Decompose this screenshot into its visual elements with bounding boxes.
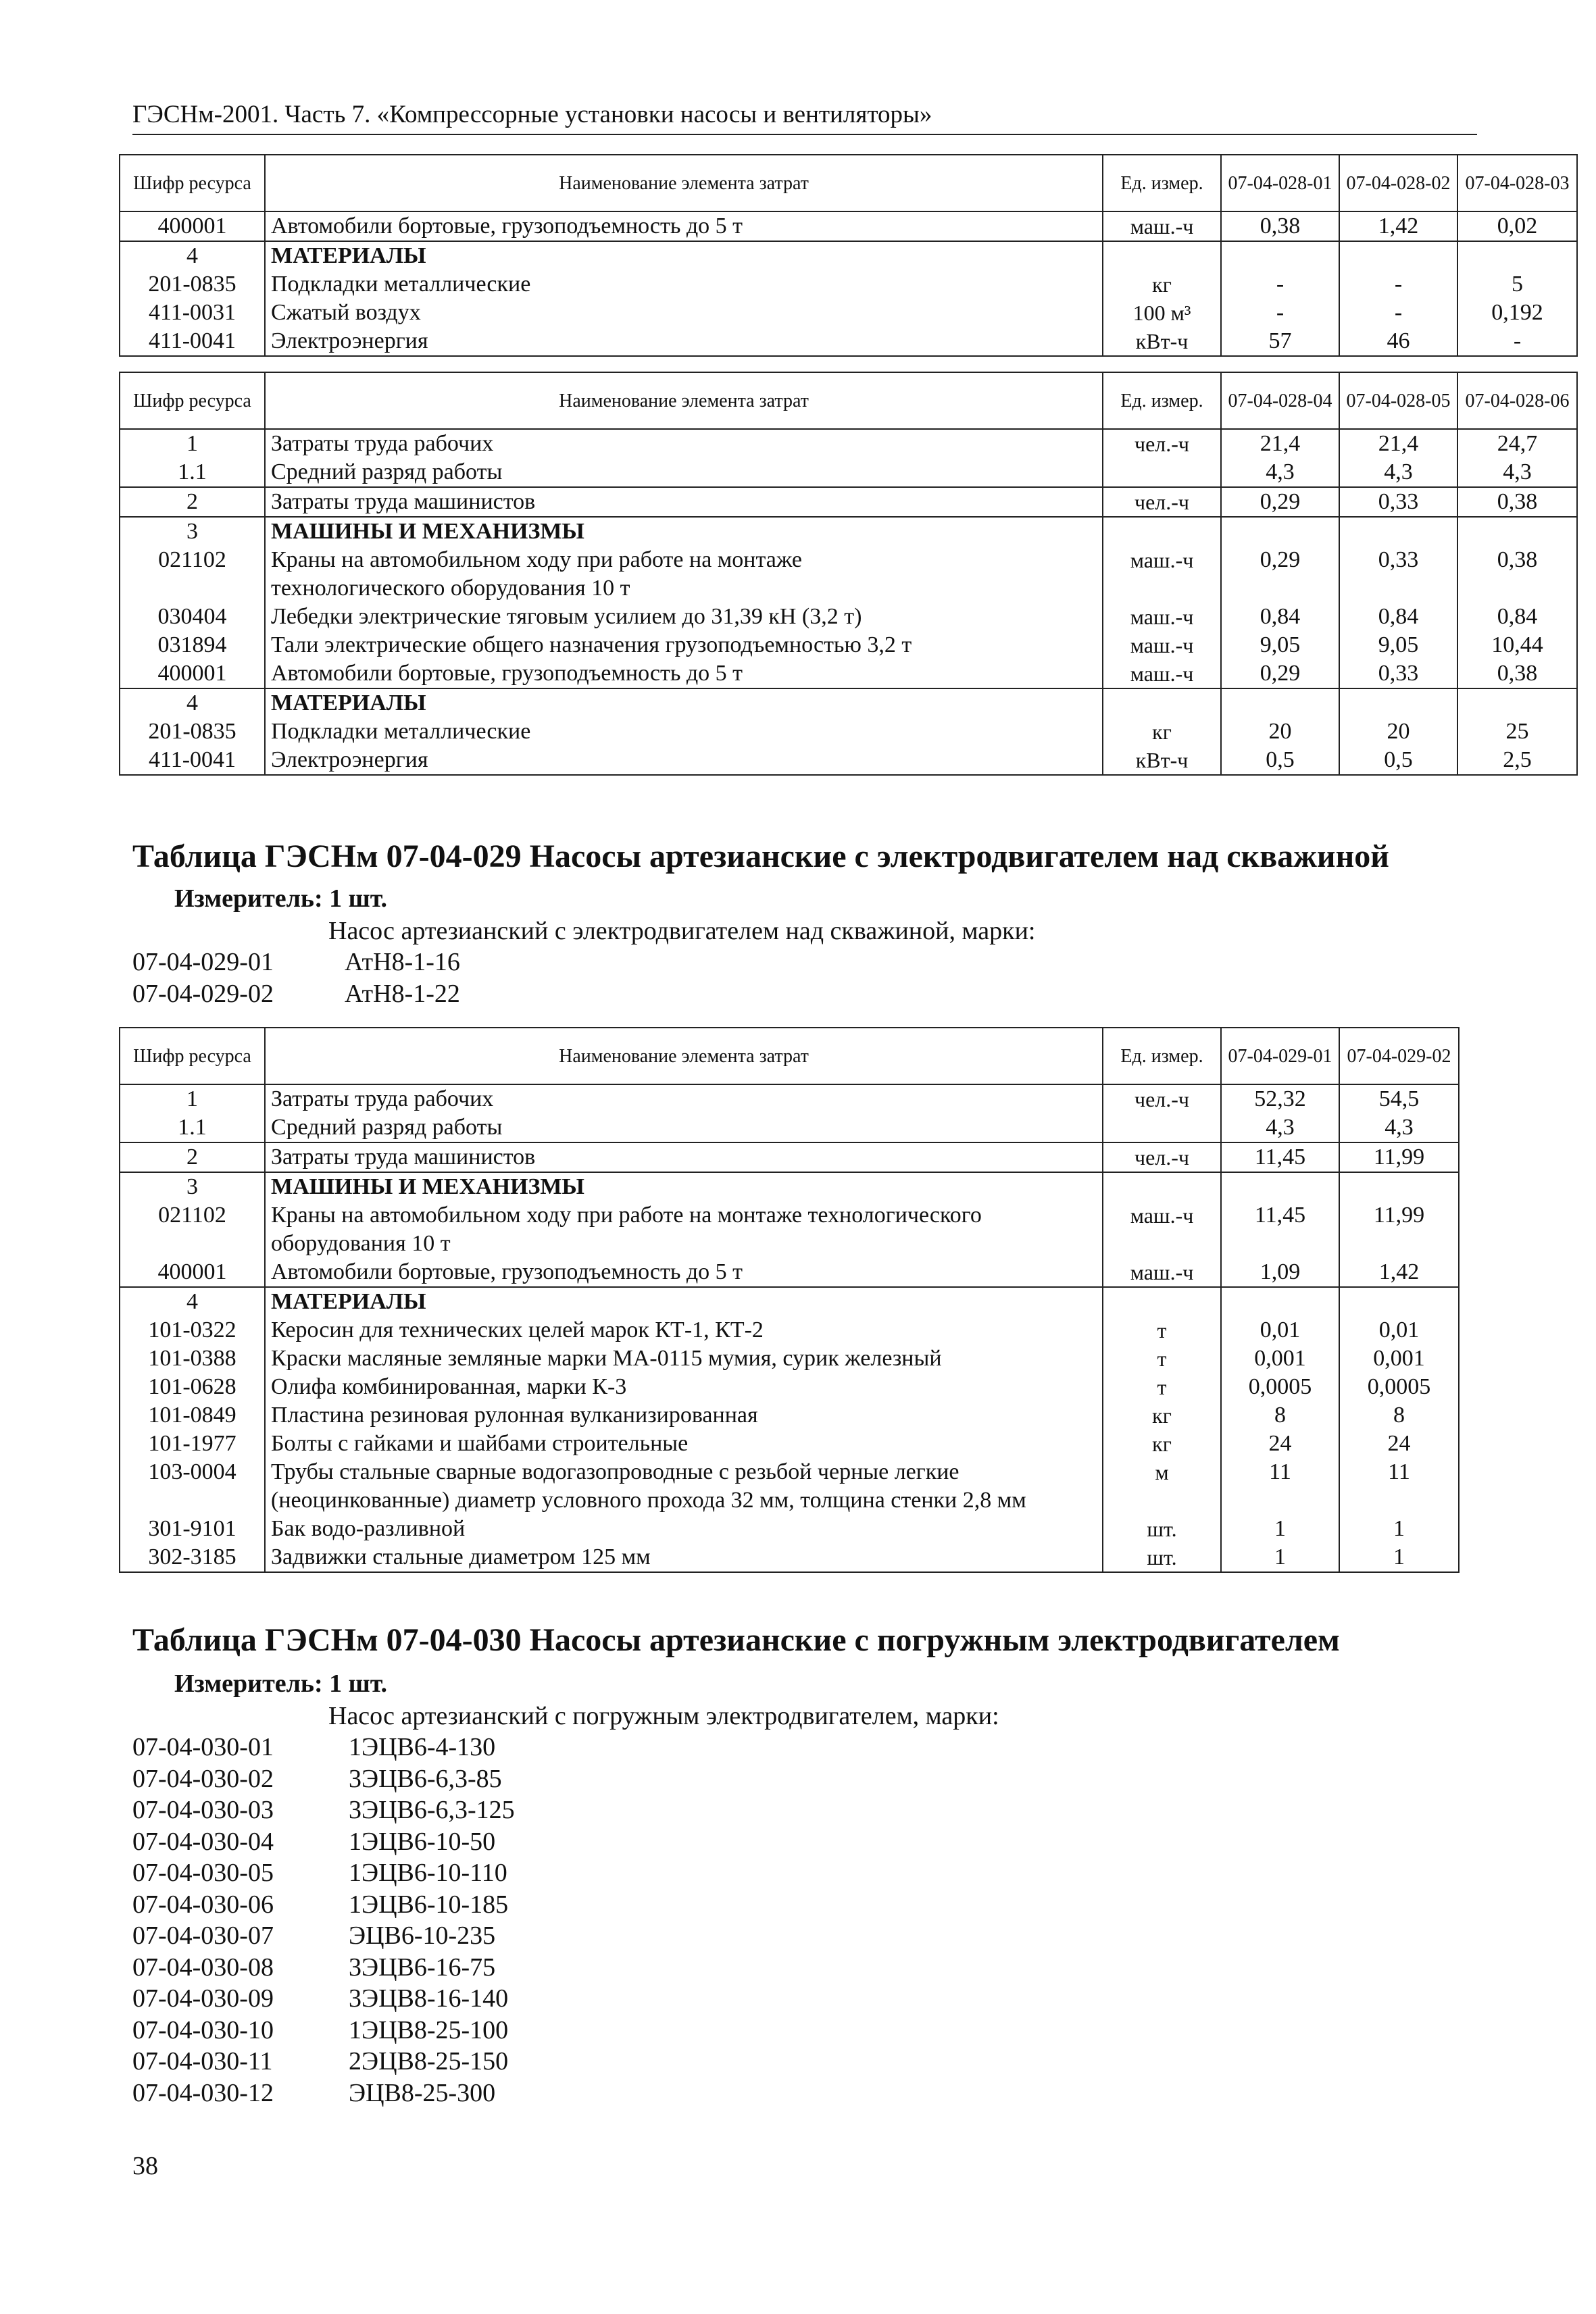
table-row (120, 487, 1577, 517)
value-cell: 0,33 (1339, 659, 1457, 688)
variant-mark: 1ЭЦВ6-10-185 (349, 1890, 509, 1919)
unit-cell (1103, 1113, 1221, 1142)
variant-mark: 2ЭЦВ8-25-150 (349, 2047, 509, 2076)
value-cell: 8 (1221, 1401, 1339, 1430)
value-cell: 52,32 (1221, 1084, 1339, 1113)
col-header-variant: 07-04-028-01 (1221, 155, 1339, 211)
resource-code-cell: 3 (120, 517, 265, 546)
value-cell: 11 (1221, 1458, 1339, 1486)
table-row (120, 270, 1577, 299)
col-header-name: Наименование элемента затрат (265, 1028, 1103, 1084)
resource-code-cell: 3 (120, 1172, 265, 1201)
resource-code-cell: 2 (120, 1142, 265, 1172)
unit-cell (1103, 517, 1221, 546)
value-cell (1221, 1486, 1339, 1515)
resource-code-cell: 1 (120, 1084, 265, 1113)
resource-code-cell: 031894 (120, 631, 265, 659)
unit-cell: кг (1103, 1401, 1221, 1430)
variant-mark: 3ЭЦВ6-16-75 (349, 1953, 496, 1982)
value-cell: - (1221, 270, 1339, 299)
resource-code-cell: 411-0041 (120, 746, 265, 775)
table-row (120, 1543, 1459, 1572)
value-cell: 0,29 (1221, 487, 1339, 517)
value-cell (1339, 1172, 1459, 1201)
value-cell: 4,3 (1339, 458, 1457, 487)
resource-code-cell: 1.1 (120, 1113, 265, 1142)
table-title-029: Таблица ГЭСНм 07-04-029 Насосы артезианские с электродвигателем над скважиной (132, 838, 1389, 874)
resource-name-cell: Автомобили бортовые, грузоподъемность до 5 т (265, 659, 1103, 688)
value-cell: 4,3 (1339, 1113, 1459, 1142)
value-cell: 0,38 (1221, 211, 1339, 241)
table-row (120, 688, 1577, 718)
variant-code: 07-04-030-09 (132, 1984, 274, 2013)
resource-code-cell (120, 1486, 265, 1515)
resource-name-cell: Бак водо-разливной (265, 1515, 1103, 1543)
resource-name-cell: МАТЕРИАЛЫ (265, 688, 1103, 718)
resource-code-cell: 103-0004 (120, 1458, 265, 1486)
value-cell: 21,4 (1339, 429, 1457, 458)
value-cell: 0,29 (1221, 546, 1339, 574)
resource-name-cell: Затраты труда машинистов (265, 1142, 1103, 1172)
value-cell: 24 (1339, 1430, 1459, 1458)
resource-code-cell: 101-0322 (120, 1316, 265, 1344)
unit-cell (1103, 241, 1221, 270)
resource-code-cell: 302-3185 (120, 1543, 265, 1572)
value-cell: 0,5 (1221, 746, 1339, 775)
value-cell: 21,4 (1221, 429, 1339, 458)
resource-name-cell: Средний разряд работы (265, 458, 1103, 487)
value-cell: 0,84 (1339, 603, 1457, 631)
resource-name-cell: оборудования 10 т (265, 1230, 1103, 1258)
table-header-row (120, 372, 1577, 429)
unit-cell: кВт-ч (1103, 746, 1221, 775)
resource-name-cell: Сжатый воздух (265, 299, 1103, 327)
value-cell: 20 (1339, 718, 1457, 746)
value-cell: 0,01 (1221, 1316, 1339, 1344)
variant-code: 07-04-030-04 (132, 1828, 274, 1856)
unit-cell: кг (1103, 718, 1221, 746)
value-cell (1339, 1287, 1459, 1316)
value-cell (1221, 1287, 1339, 1316)
value-cell (1221, 1230, 1339, 1258)
value-cell: 24 (1221, 1430, 1339, 1458)
unit-cell (1103, 574, 1221, 603)
unit-cell: маш.-ч (1103, 1258, 1221, 1287)
value-cell: 1,42 (1339, 1258, 1459, 1287)
resource-code-cell: 2 (120, 487, 265, 517)
value-cell: 0,84 (1221, 603, 1339, 631)
intro-029: Насос артезианский с электродвигателем над скважиной, марки: (328, 917, 1036, 945)
value-cell: 25 (1457, 718, 1577, 746)
variant-code: 07-04-030-05 (132, 1859, 274, 1887)
col-header-unit: Ед. измер. (1103, 372, 1221, 429)
value-cell: 9,05 (1339, 631, 1457, 659)
resource-name-cell: МАШИНЫ И МЕХАНИЗМЫ (265, 1172, 1103, 1201)
unit-cell: чел.-ч (1103, 429, 1221, 458)
value-cell: 0,5 (1339, 746, 1457, 775)
resource-code-cell (120, 574, 265, 603)
table-row (120, 574, 1577, 603)
resource-code-cell: 021102 (120, 1201, 265, 1230)
value-cell: 0,001 (1221, 1344, 1339, 1373)
unit-cell: маш.-ч (1103, 546, 1221, 574)
col-header-variant: 07-04-028-02 (1339, 155, 1457, 211)
variant-mark: 3ЭЦВ8-16-140 (349, 1984, 509, 2013)
value-cell (1457, 574, 1577, 603)
resource-name-cell: Подкладки металлические (265, 718, 1103, 746)
col-header-name: Наименование элемента затрат (265, 155, 1103, 211)
value-cell: 9,05 (1221, 631, 1339, 659)
value-cell: 0,38 (1457, 659, 1577, 688)
unit-cell: маш.-ч (1103, 603, 1221, 631)
table-row (120, 299, 1577, 327)
unit-cell: т (1103, 1373, 1221, 1401)
resource-code-cell: 101-1977 (120, 1430, 265, 1458)
value-cell: - (1339, 270, 1457, 299)
value-cell: 54,5 (1339, 1084, 1459, 1113)
table-row (120, 1142, 1459, 1172)
resource-code-cell (120, 1230, 265, 1258)
unit-cell: кВт-ч (1103, 327, 1221, 356)
value-cell (1221, 241, 1339, 270)
unit-cell: т (1103, 1316, 1221, 1344)
col-header-variant: 07-04-028-05 (1339, 372, 1457, 429)
variant-code: 07-04-030-10 (132, 2016, 274, 2044)
col-header-code: Шифр ресурса (120, 1028, 265, 1084)
unit-cell (1103, 458, 1221, 487)
unit-cell: шт. (1103, 1515, 1221, 1543)
table-row (120, 1344, 1459, 1373)
value-cell: 5 (1457, 270, 1577, 299)
table-row (120, 1401, 1459, 1430)
value-cell (1221, 688, 1339, 718)
table-row (120, 458, 1577, 487)
resource-name-cell: Электроэнергия (265, 327, 1103, 356)
col-header-variant: 07-04-028-03 (1457, 155, 1577, 211)
col-header-code: Шифр ресурса (120, 155, 265, 211)
table-row (120, 659, 1577, 688)
value-cell: 0,38 (1457, 487, 1577, 517)
resource-code-cell: 411-0031 (120, 299, 265, 327)
variant-mark: АтН8-1-16 (345, 948, 460, 976)
value-cell: 1 (1339, 1515, 1459, 1543)
value-cell: 11,99 (1339, 1142, 1459, 1172)
unit-cell: шт. (1103, 1543, 1221, 1572)
col-header-variant: 07-04-029-01 (1221, 1028, 1339, 1084)
resource-name-cell: Задвижки стальные диаметром 125 мм (265, 1543, 1103, 1572)
resource-code-cell: 1 (120, 429, 265, 458)
col-header-unit: Ед. измер. (1103, 1028, 1221, 1084)
table-row (120, 327, 1577, 356)
variant-code: 07-04-030-07 (132, 1921, 274, 1950)
table-row (120, 1515, 1459, 1543)
unit-cell (1103, 1486, 1221, 1515)
table-row (120, 1287, 1459, 1316)
value-cell: 1,42 (1339, 211, 1457, 241)
resource-code-cell: 400001 (120, 659, 265, 688)
value-cell: 0,192 (1457, 299, 1577, 327)
table-row (120, 1172, 1459, 1201)
value-cell (1457, 688, 1577, 718)
variant-mark: 3ЭЦВ6-6,3-85 (349, 1765, 502, 1793)
variant-code: 07-04-030-03 (132, 1796, 274, 1824)
unit-cell: чел.-ч (1103, 487, 1221, 517)
variant-code: 07-04-030-01 (132, 1733, 274, 1761)
value-cell: 11,45 (1221, 1201, 1339, 1230)
resource-name-cell: МАТЕРИАЛЫ (265, 241, 1103, 270)
resource-code-cell: 411-0041 (120, 327, 265, 356)
value-cell: 0,01 (1339, 1316, 1459, 1344)
resource-code-cell: 400001 (120, 1258, 265, 1287)
variant-mark: 1ЭЦВ6-4-130 (349, 1733, 496, 1761)
resource-name-cell: Олифа комбинированная, марки К-3 (265, 1373, 1103, 1401)
unit-cell: чел.-ч (1103, 1142, 1221, 1172)
resource-name-cell: технологического оборудования 10 т (265, 574, 1103, 603)
resource-code-cell: 021102 (120, 546, 265, 574)
resource-name-cell: (неоцинкованные) диаметр условного прохода 32 мм, толщина стенки 2,8 мм (265, 1486, 1103, 1515)
table-row (120, 1373, 1459, 1401)
variant-mark: 3ЭЦВ6-6,3-125 (349, 1796, 515, 1824)
table-row (120, 746, 1577, 775)
unit-cell: кг (1103, 270, 1221, 299)
resource-name-cell: МАШИНЫ И МЕХАНИЗМЫ (265, 517, 1103, 546)
page-number: 38 (132, 2152, 158, 2180)
unit-cell: маш.-ч (1103, 1201, 1221, 1230)
value-cell: 11,99 (1339, 1201, 1459, 1230)
variant-mark: 1ЭЦВ8-25-100 (349, 2016, 509, 2044)
resource-table-028-a (119, 154, 1578, 357)
resource-name-cell: Подкладки металлические (265, 270, 1103, 299)
resource-code-cell: 030404 (120, 603, 265, 631)
unit-cell (1103, 1230, 1221, 1258)
resource-code-cell: 1.1 (120, 458, 265, 487)
table-title-030: Таблица ГЭСНм 07-04-030 Насосы артезианские с погружным электродвигателем (132, 1622, 1340, 1658)
resource-code-cell: 4 (120, 1287, 265, 1316)
measure-030: Измеритель: 1 шт. (174, 1669, 388, 1698)
unit-cell: маш.-ч (1103, 659, 1221, 688)
resource-name-cell: Трубы стальные сварные водогазопроводные с резьбой черные легкие (265, 1458, 1103, 1486)
table-row (120, 1430, 1459, 1458)
unit-cell: м (1103, 1458, 1221, 1486)
value-cell: 10,44 (1457, 631, 1577, 659)
resource-name-cell: Затраты труда рабочих (265, 1084, 1103, 1113)
table-row (120, 517, 1577, 546)
header-rule (132, 134, 1477, 135)
unit-cell (1103, 1172, 1221, 1201)
value-cell (1457, 517, 1577, 546)
resource-name-cell: Краны на автомобильном ходу при работе на монтаже технологического (265, 1201, 1103, 1230)
table-row (120, 1486, 1459, 1515)
unit-cell: кг (1103, 1430, 1221, 1458)
col-header-variant: 07-04-028-06 (1457, 372, 1577, 429)
unit-cell: 100 м³ (1103, 299, 1221, 327)
variant-mark: ЭЦВ6-10-235 (349, 1921, 496, 1950)
table-row (120, 718, 1577, 746)
table-row (120, 429, 1577, 458)
resource-code-cell: 101-0628 (120, 1373, 265, 1401)
resource-name-cell: Краски масляные земляные марки МА-0115 мумия, сурик железный (265, 1344, 1103, 1373)
value-cell: 0,0005 (1221, 1373, 1339, 1401)
resource-name-cell: Затраты труда рабочих (265, 429, 1103, 458)
col-header-code: Шифр ресурса (120, 372, 265, 429)
resource-code-cell: 301-9101 (120, 1515, 265, 1543)
table-row (120, 211, 1577, 241)
resource-name-cell: Затраты труда машинистов (265, 487, 1103, 517)
table-row (120, 241, 1577, 270)
variant-code: 07-04-030-06 (132, 1890, 274, 1919)
variant-code: 07-04-030-02 (132, 1765, 274, 1793)
table-row (120, 603, 1577, 631)
value-cell: 46 (1339, 327, 1457, 356)
value-cell: 4,3 (1457, 458, 1577, 487)
page-header: ГЭСНм-2001. Часть 7. «Компрессорные установки насосы и вентиляторы» (132, 101, 932, 128)
variant-mark: 1ЭЦВ6-10-50 (349, 1828, 496, 1856)
table-header-row (120, 155, 1577, 211)
unit-cell: чел.-ч (1103, 1084, 1221, 1113)
value-cell: 1,09 (1221, 1258, 1339, 1287)
value-cell (1221, 1172, 1339, 1201)
value-cell: 0,29 (1221, 659, 1339, 688)
value-cell: 4,3 (1221, 1113, 1339, 1142)
resource-name-cell: Электроэнергия (265, 746, 1103, 775)
col-header-variant: 07-04-028-04 (1221, 372, 1339, 429)
resource-name-cell: Пластина резиновая рулонная вулканизированная (265, 1401, 1103, 1430)
variant-mark: АтН8-1-22 (345, 980, 460, 1008)
value-cell: 0,001 (1339, 1344, 1459, 1373)
variant-code: 07-04-030-08 (132, 1953, 274, 1982)
variant-code: 07-04-030-12 (132, 2079, 274, 2107)
value-cell: 11 (1339, 1458, 1459, 1486)
value-cell: 4,3 (1221, 458, 1339, 487)
col-header-name: Наименование элемента затрат (265, 372, 1103, 429)
value-cell (1339, 517, 1457, 546)
resource-code-cell: 101-0849 (120, 1401, 265, 1430)
variant-code: 07-04-029-01 (132, 948, 274, 976)
resource-name-cell: Автомобили бортовые, грузоподъемность до 5 т (265, 211, 1103, 241)
value-cell: - (1457, 327, 1577, 356)
table-row (120, 546, 1577, 574)
variant-mark: 1ЭЦВ6-10-110 (349, 1859, 507, 1887)
value-cell (1221, 517, 1339, 546)
value-cell: - (1221, 299, 1339, 327)
intro-030: Насос артезианский с погружным электродвигателем, марки: (328, 1702, 999, 1730)
unit-cell (1103, 688, 1221, 718)
value-cell (1339, 1230, 1459, 1258)
resource-name-cell: Тали электрические общего назначения грузоподъемностью 3,2 т (265, 631, 1103, 659)
value-cell: 0,02 (1457, 211, 1577, 241)
variant-code: 07-04-030-11 (132, 2047, 273, 2076)
resource-code-cell: 101-0388 (120, 1344, 265, 1373)
table-row (120, 1084, 1459, 1113)
table-row (120, 1316, 1459, 1344)
value-cell: 1 (1221, 1543, 1339, 1572)
table-row (120, 1113, 1459, 1142)
table-row (120, 1230, 1459, 1258)
value-cell (1457, 241, 1577, 270)
unit-cell: маш.-ч (1103, 211, 1221, 241)
value-cell: - (1339, 299, 1457, 327)
value-cell: 8 (1339, 1401, 1459, 1430)
measure-029: Измеритель: 1 шт. (174, 884, 388, 913)
value-cell: 24,7 (1457, 429, 1577, 458)
col-header-variant: 07-04-029-02 (1339, 1028, 1459, 1084)
value-cell: 0,33 (1339, 546, 1457, 574)
value-cell (1339, 241, 1457, 270)
unit-cell: маш.-ч (1103, 631, 1221, 659)
variant-mark: ЭЦВ8-25-300 (349, 2079, 496, 2107)
value-cell: 0,0005 (1339, 1373, 1459, 1401)
resource-code-cell: 201-0835 (120, 270, 265, 299)
resource-code-cell: 4 (120, 688, 265, 718)
resource-code-cell: 201-0835 (120, 718, 265, 746)
resource-name-cell: Керосин для технических целей марок КТ-1, КТ-2 (265, 1316, 1103, 1344)
variant-code: 07-04-029-02 (132, 980, 274, 1008)
value-cell: 2,5 (1457, 746, 1577, 775)
resource-table-028-b (119, 372, 1578, 776)
value-cell (1221, 574, 1339, 603)
resource-name-cell: Краны на автомобильном ходу при работе на монтаже (265, 546, 1103, 574)
resource-table-029 (119, 1027, 1460, 1573)
unit-cell: т (1103, 1344, 1221, 1373)
table-row (120, 1458, 1459, 1486)
resource-name-cell: МАТЕРИАЛЫ (265, 1287, 1103, 1316)
table-row (120, 631, 1577, 659)
resource-name-cell: Автомобили бортовые, грузоподъемность до 5 т (265, 1258, 1103, 1287)
resource-name-cell: Болты с гайками и шайбами строительные (265, 1430, 1103, 1458)
value-cell: 0,38 (1457, 546, 1577, 574)
value-cell (1339, 688, 1457, 718)
resource-name-cell: Средний разряд работы (265, 1113, 1103, 1142)
table-row (120, 1201, 1459, 1230)
value-cell: 20 (1221, 718, 1339, 746)
value-cell: 0,33 (1339, 487, 1457, 517)
col-header-unit: Ед. измер. (1103, 155, 1221, 211)
value-cell: 11,45 (1221, 1142, 1339, 1172)
resource-code-cell: 400001 (120, 211, 265, 241)
value-cell: 0,84 (1457, 603, 1577, 631)
resource-code-cell: 4 (120, 241, 265, 270)
table-header-row (120, 1028, 1459, 1084)
unit-cell (1103, 1287, 1221, 1316)
table-row (120, 1258, 1459, 1287)
value-cell (1339, 1486, 1459, 1515)
resource-name-cell: Лебедки электрические тяговым усилием до 31,39 кН (3,2 т) (265, 603, 1103, 631)
value-cell: 57 (1221, 327, 1339, 356)
value-cell (1339, 574, 1457, 603)
value-cell: 1 (1339, 1543, 1459, 1572)
value-cell: 1 (1221, 1515, 1339, 1543)
